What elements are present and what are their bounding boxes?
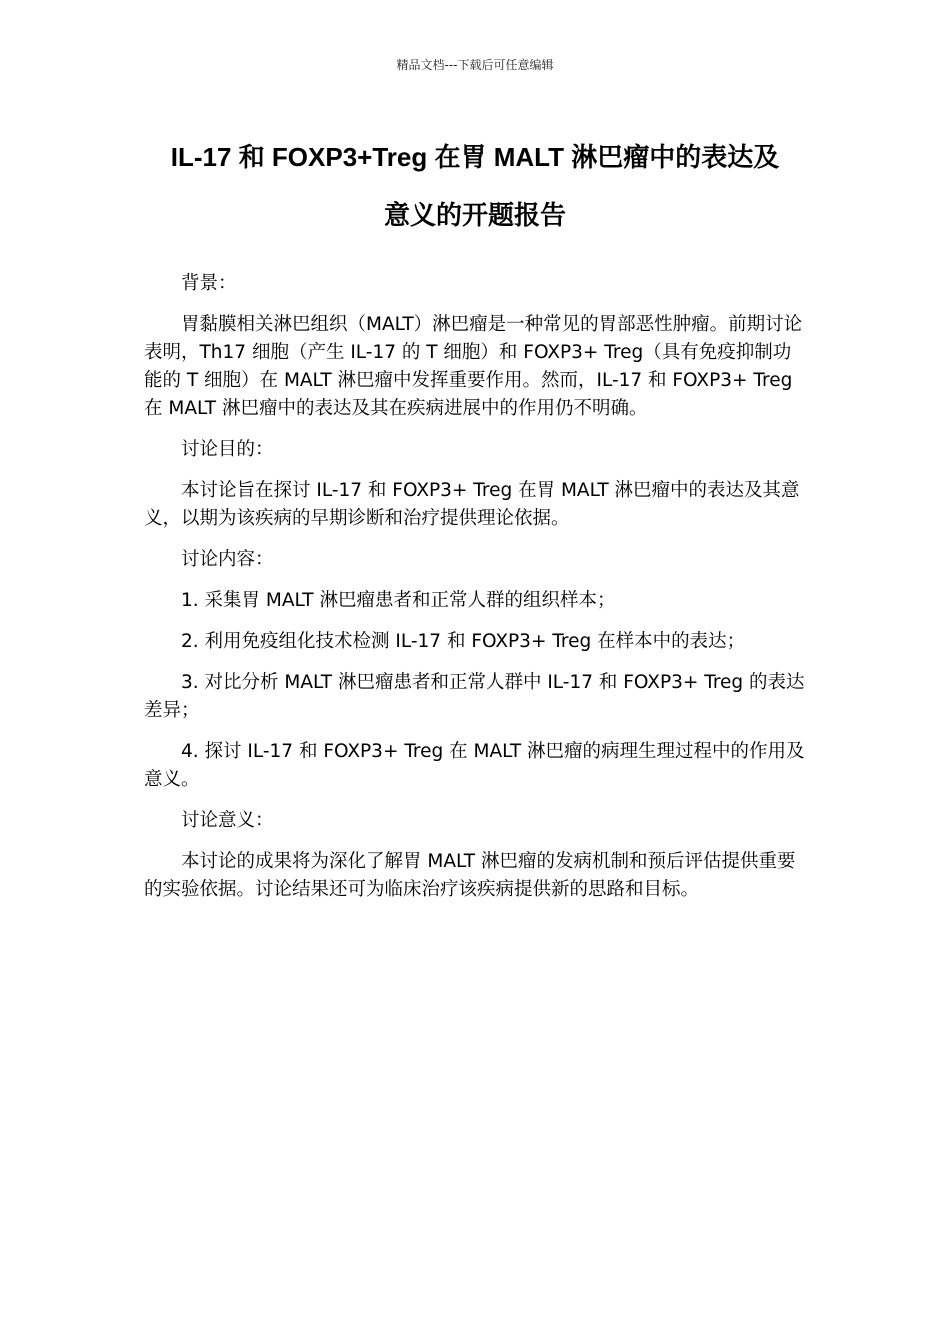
title-line-1: IL-17 和 FOXP3+Treg 在胃 MALT 淋巴瘤中的表达及 (170, 142, 780, 172)
section-heading-content: 讨论内容： (181, 549, 274, 570)
document-title (130, 134, 820, 238)
section-heading-significance: 讨论意义： (181, 810, 274, 831)
section-heading-background: 背景： (181, 273, 237, 294)
list-item-1: 1. 采集胃 MALT 淋巴瘤患者和正常人群的组织样本； (181, 590, 616, 611)
list-item-3: 3. 对比分析 MALT 淋巴瘤患者和正常人群中 IL-17 和 FOXP3+ Treg 的表达差异； (144, 672, 805, 721)
header-note: 精品文档---下载后可任意编辑 (396, 58, 554, 72)
list-item-4: 4. 探讨 IL-17 和 FOXP3+ Treg 在 MALT 淋巴瘤的病理生理过程中的作用及意义。 (144, 741, 805, 790)
section-heading-purpose: 讨论目的： (181, 439, 274, 460)
list-item-2: 2. 利用免疫组化技术检测 IL-17 和 FOXP3+ Treg 在样本中的表达； (181, 631, 746, 652)
paragraph-background: 胃黏膜相关淋巴组织（MALT）淋巴瘤是一种常见的胃部恶性肿瘤。前期讨论表明，Th17 细胞（产生 IL-17 的 T 细胞）和 FOXP3+ Treg（具有免疫抑制功能的 T 细胞）在 MALT 淋巴瘤中发挥重要作用。然而，IL-17 和 FOXP3+ Treg 在 MALT 淋巴瘤中的表达及其在疾病进展中的作用仍不明确。 (144, 314, 803, 419)
title-line-2: 意义的开题报告 (383, 200, 566, 230)
document-body (144, 270, 808, 917)
paragraph-purpose: 本讨论旨在探讨 IL-17 和 FOXP3+ Treg 在胃 MALT 淋巴瘤中的表达及其意义，以期为该疾病的早期诊断和治疗提供理论依据。 (144, 480, 800, 529)
paragraph-significance: 本讨论的成果将为深化了解胃 MALT 淋巴瘤的发病机制和预后评估提供重要的实验依据。讨论结果还可为临床治疗该疾病提供新的思路和目标。 (144, 851, 796, 900)
